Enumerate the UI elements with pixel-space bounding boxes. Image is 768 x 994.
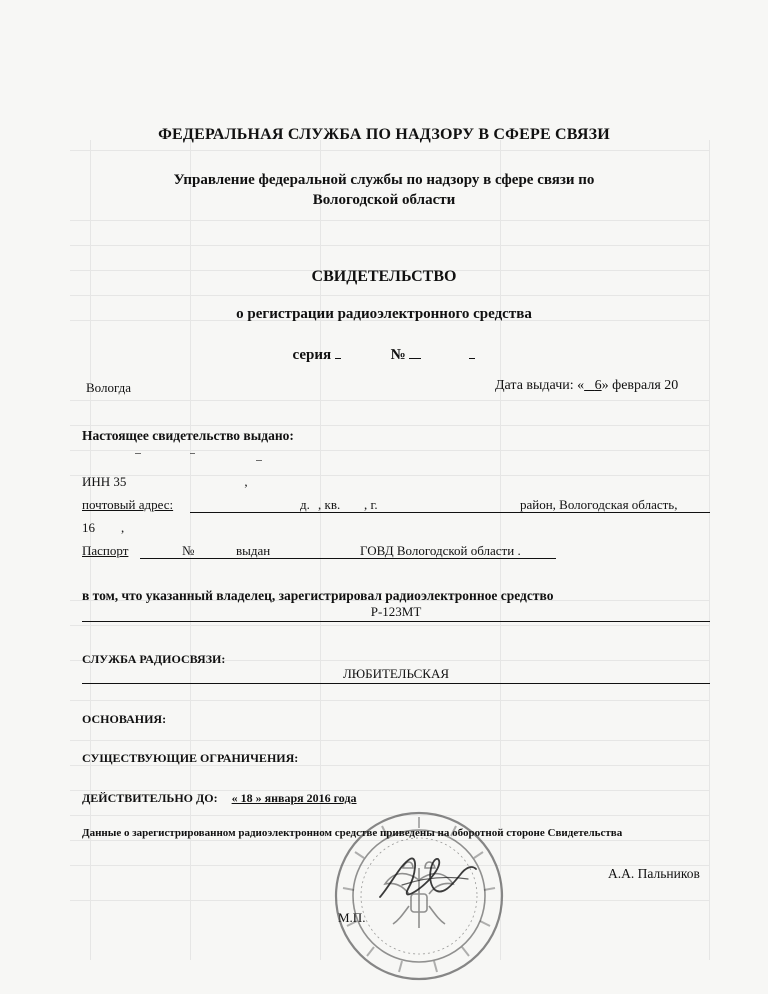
seal-place-label: М.П. [338,910,366,925]
issue-date-day: 6 [594,378,602,393]
issue-city: Вологда [86,380,132,395]
issue-date-label: Дата выдачи: [495,378,574,393]
number-label: № [390,347,406,363]
series-number-line [0,345,768,364]
passport-line [82,543,128,559]
issue-date [495,378,678,394]
inn-line: ИНН 35 , [82,474,248,489]
issue-date-rest: » февраля 20 [601,378,679,393]
passport-number-label: № [182,543,195,558]
postal-address-label: почтовый адрес: [82,497,174,512]
registration-statement: в том, что указанный владелец, зарегистрировал радиоэлектронное средство [82,588,554,603]
issued-to-label: Настоящее свидетельство выдано: [82,428,294,443]
restrictions-label: СУЩЕСТВУЮЩИЕ ОГРАНИЧЕНИЯ: [82,751,299,765]
handwritten-signature-icon [372,845,482,915]
passport-issued-label: выдан [236,543,271,558]
valid-until-label: ДЕЙСТВИТЕЛЬНО ДО: [82,791,218,805]
certificate-subtitle: о регистрации радиоэлектронного средства [236,306,532,322]
device-model: Р-123МТ [370,604,422,619]
address-flat-label: , кв. [318,497,341,512]
inn-label: ИНН 35 [82,474,127,489]
postal-address-line [82,497,173,513]
signatory-name: А.А. Пальников [608,866,700,881]
certificate-title: СВИДЕТЕЛЬСТВО [311,268,457,285]
valid-until-value: « 18 » января 2016 года [231,791,357,805]
radio-service-value: ЛЮБИТЕЛЬСКАЯ [342,666,450,681]
department-title [0,170,768,210]
series-label: серия [292,347,332,363]
address-region: район, Вологодская область, [520,497,678,512]
address-house-label: д. [300,497,310,512]
department-line-2: Вологодской области [312,192,456,208]
valid-until-line [82,791,357,806]
address-index: 16 [82,520,95,535]
issue-date-open: « [577,378,585,393]
reverse-side-note: Данные о зарегистрированном радиоэлектронном средстве приведены на оборотной стороне Свидетельства [82,827,623,839]
service-title: ФЕДЕРАЛЬНАЯ СЛУЖБА ПО НАДЗОРУ В СФЕРЕ СВЯЗИ [158,126,610,143]
passport-authority: ГОВД Вологодской области . [360,543,521,558]
radio-service-label: СЛУЖБА РАДИОСВЯЗИ: [82,652,226,666]
address-index-line: 16 , [82,520,125,535]
grounds-label: ОСНОВАНИЯ: [82,712,167,726]
passport-label: Паспорт [82,543,129,558]
address-city-label: , г. [364,497,378,512]
department-line-1: Управление федеральной службы по надзору в сфере связи по [173,172,595,188]
